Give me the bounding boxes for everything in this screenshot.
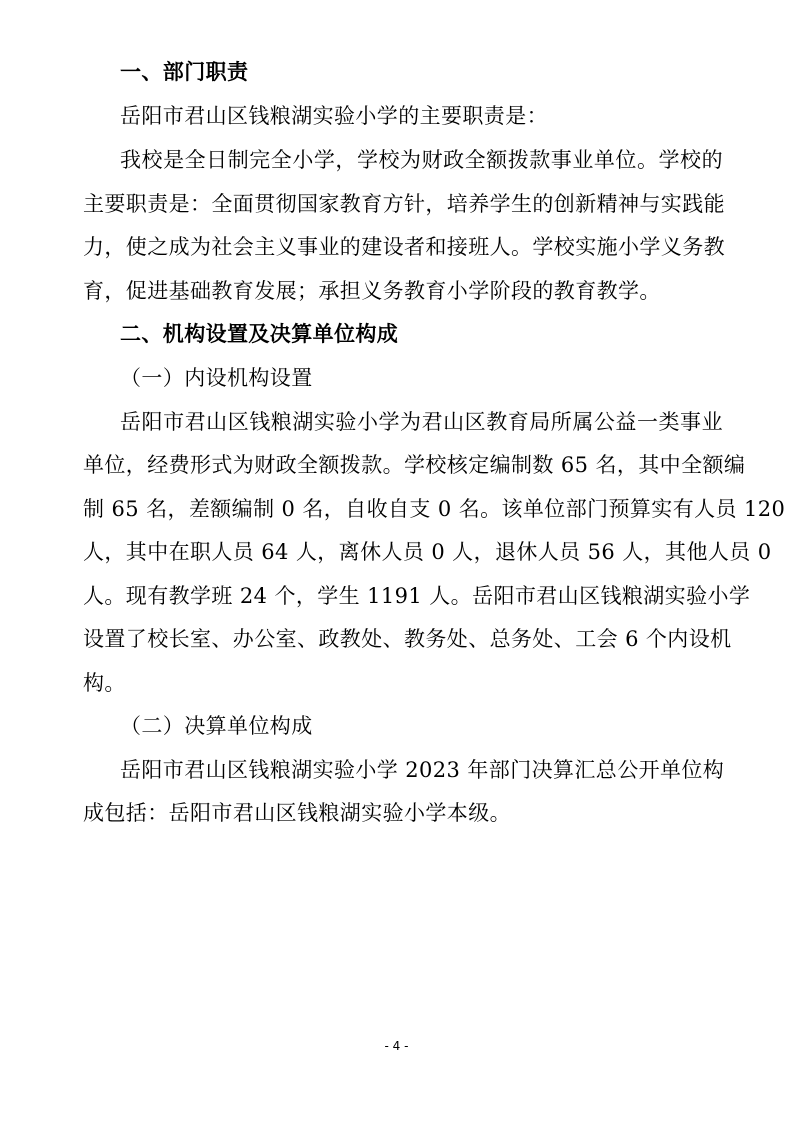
duties-paragraph-line: 我校是全日制完全小学，学校为财政全额拨款事业单位。学校的 [120,148,723,172]
structure-paragraph-line: 制 65 名，差额编制 0 名，自收自支 0 名。该单位部门预算实有人员 120 [83,497,786,521]
units-paragraph-line: 岳阳市君山区钱粮湖实验小学 2023 年部门决算汇总公开单位构 [120,758,725,782]
subsection-title-final-accounts-units: （二）决算单位构成 [120,714,313,738]
duties-intro: 岳阳市君山区钱粮湖实验小学的主要职责是： [120,104,548,128]
duties-paragraph-line: 主要职责是：全面贯彻国家教育方针，培养学生的创新精神与实践能 [83,192,725,216]
structure-paragraph-line: 单位，经费形式为财政全额拨款。学校核定编制数 65 名，其中全额编 [83,453,746,477]
structure-paragraph-line: 人，其中在职人员 64 人，离休人员 0 人，退休人员 56 人，其他人员 0 [83,540,772,564]
duties-paragraph-line: 力，使之成为社会主义事业的建设者和接班人。学校实施小学义务教 [83,235,725,259]
structure-paragraph-line: 岳阳市君山区钱粮湖实验小学为君山区教育局所属公益一类事业 [120,410,723,434]
subsection-title-internal-structure: （一）内设机构设置 [120,366,313,390]
structure-paragraph-line: 设置了校长室、办公室、政教处、教务处、总务处、工会 6 个内设机 [83,627,732,651]
units-paragraph-line: 成包括：岳阳市君山区钱粮湖实验小学本级。 [83,801,511,825]
structure-paragraph-line: 构。 [83,671,126,695]
duties-paragraph-line: 育，促进基础教育发展；承担义务教育小学阶段的教育教学。 [83,279,661,303]
section-heading-department-duties: 一、部门职责 [120,60,249,84]
structure-paragraph-line: 人。现有教学班 24 个，学生 1191 人。岳阳市君山区钱粮湖实验小学 [83,584,751,608]
section-heading-organization: 二、机构设置及决算单位构成 [120,322,399,346]
page-number: - 4 - [384,1039,409,1053]
